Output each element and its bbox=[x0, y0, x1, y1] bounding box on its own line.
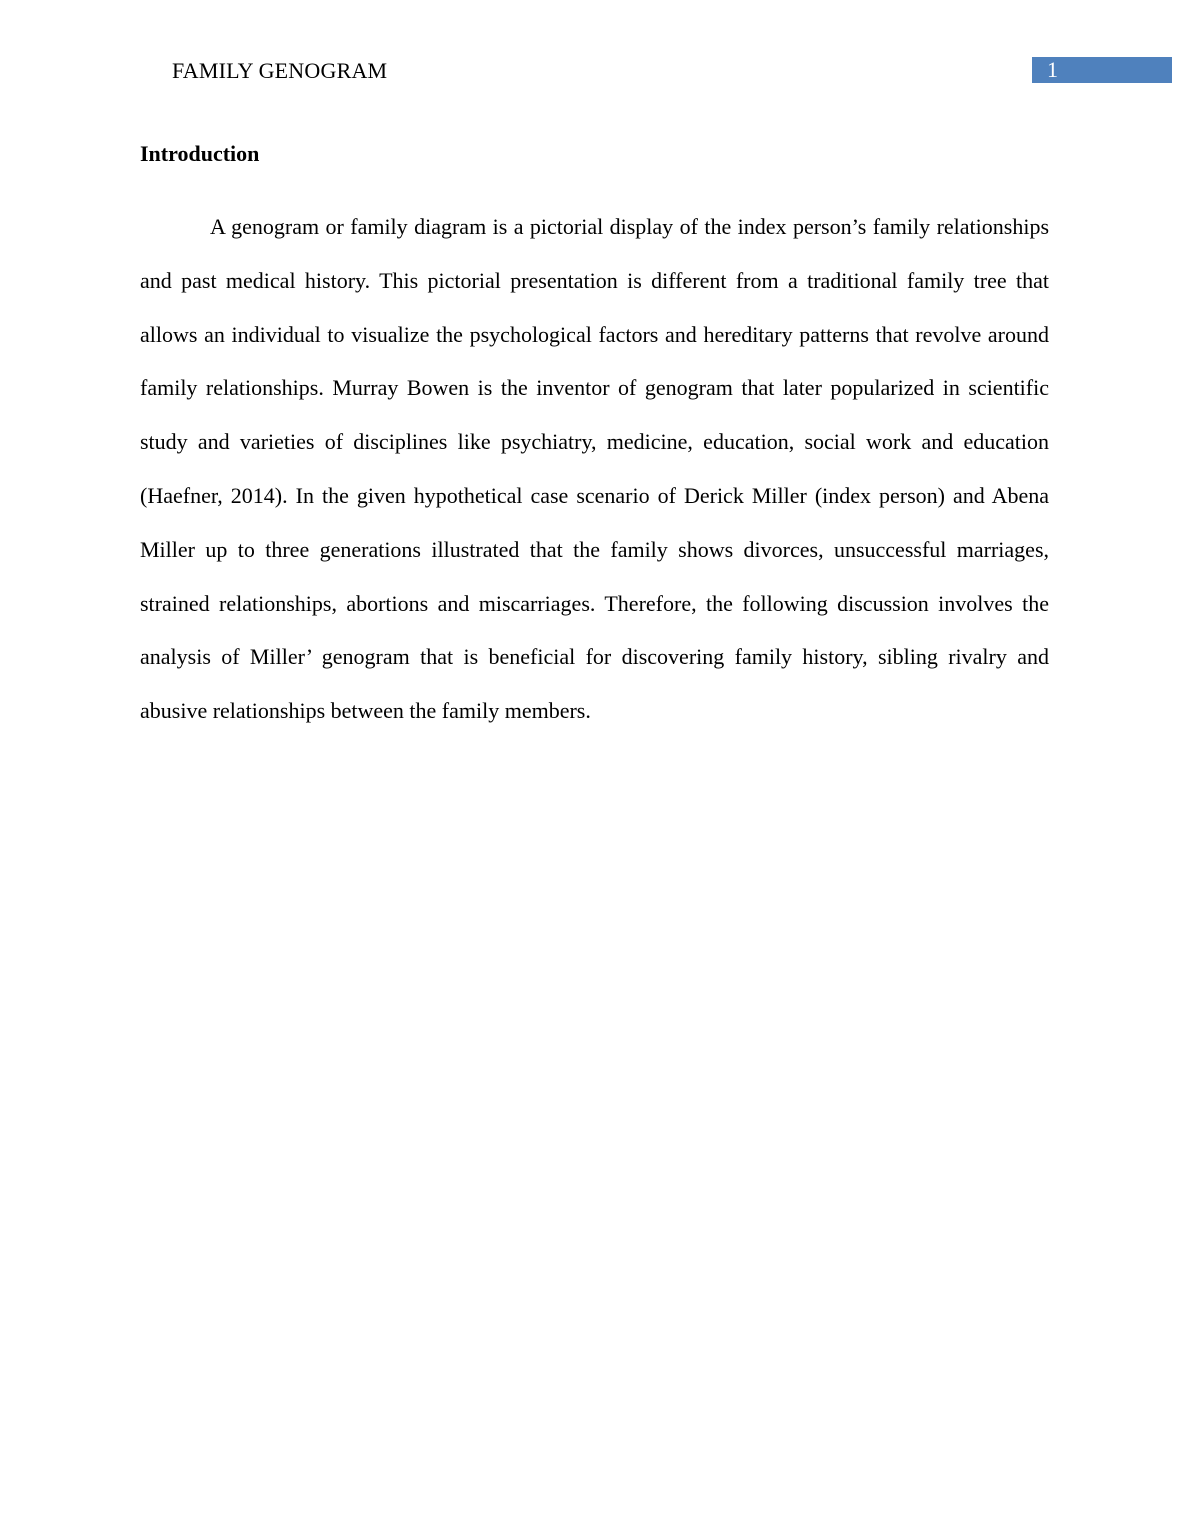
body-paragraph: A genogram or family diagram is a pictorial display of the index person’s family relationships and past medical history. This pictorial presentation is different from a traditional family tree that allows an individual to visualize the psychological factors and hereditary patterns that revolve around family relationships. Murray Bowen is the inventor of genogram that later popularized in scientific study and varieties of disciplines like psychiatry, medicine, education, social work and education (Haefner, 2014). In the given hypothetical case scenario of Derick Miller (index person) and Abena Miller up to three generations illustrated that the family shows divorces, unsuccessful marriages, strained relationships, abortions and miscarriages. Therefore, the following discussion involves the analysis of Miller’ genogram that is beneficial for discovering family history, sibling rivalry and abusive relationships between the family members. bbox=[140, 214, 1049, 724]
page-number: 1 bbox=[1047, 57, 1058, 82]
page-number-badge bbox=[1032, 57, 1172, 83]
running-head: FAMILY GENOGRAM bbox=[172, 58, 388, 83]
section-heading: Introduction bbox=[140, 141, 260, 166]
